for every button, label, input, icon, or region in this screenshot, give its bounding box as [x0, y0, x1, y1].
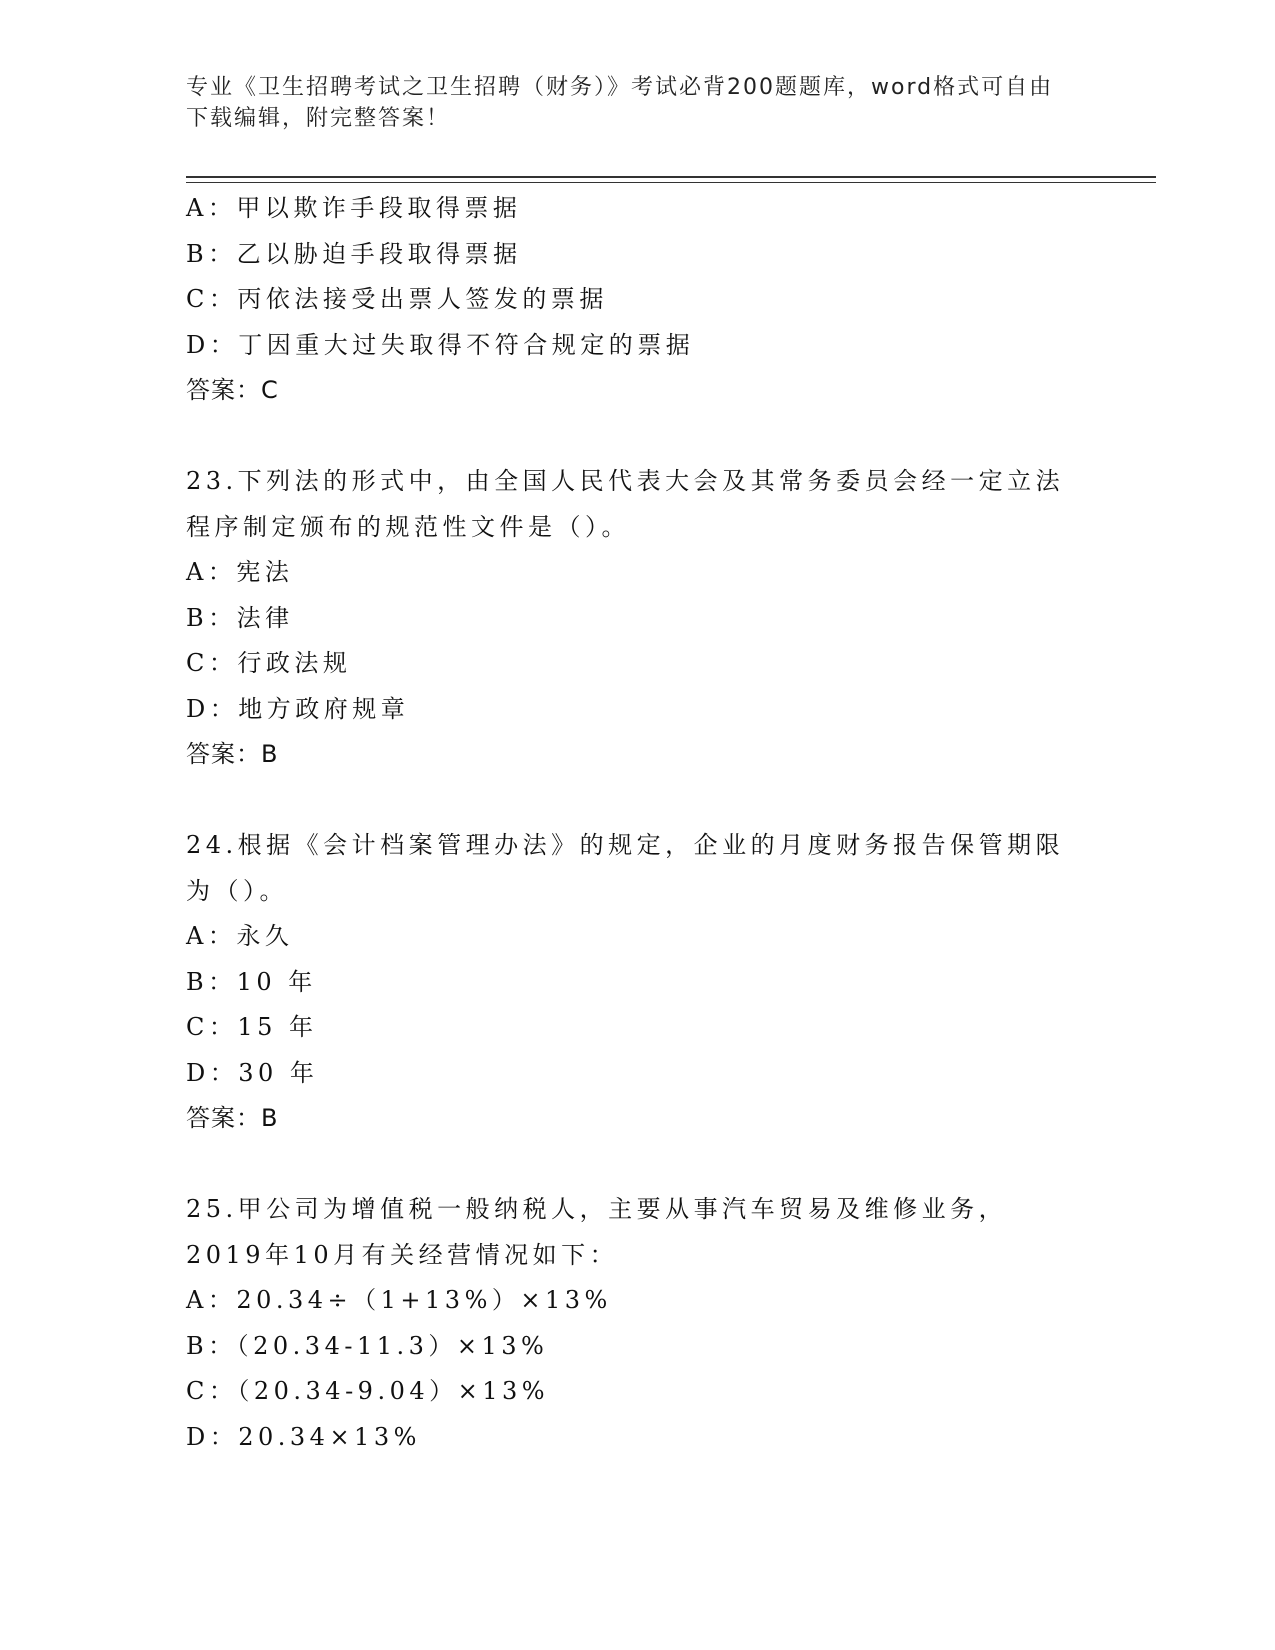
- option-c: C：行政法规: [186, 649, 352, 677]
- header-rule-thin: [186, 182, 1156, 183]
- option-d: D：20.34×13%: [186, 1422, 421, 1451]
- option-c: C：（20.34-9.04）×13%: [186, 1377, 550, 1405]
- question-content: [186, 186, 1086, 1460]
- option-c: C：15 年: [186, 1013, 318, 1041]
- answer: 答案：B: [186, 1104, 279, 1132]
- header-rule: [186, 176, 1156, 178]
- option-c: C：丙依法接受出票人签发的票据: [186, 285, 608, 313]
- question-stem: 25.甲公司为增值税一般纳税人，主要从事汽车贸易及维修业务，2019年10月有关经营情况如下：: [186, 1195, 1008, 1269]
- option-b: B：法律: [186, 603, 294, 632]
- answer: 答案：B: [186, 740, 279, 768]
- option-b: B：（20.34-11.3）×13%: [186, 1331, 549, 1360]
- option-a: A：永久: [186, 922, 294, 950]
- question-23: [186, 459, 1086, 778]
- option-b: B：10 年: [186, 967, 317, 996]
- document-header: 专业《卫生招聘考试之卫生招聘（财务）》考试必背200题题库，word格式可自由下载编辑，附完整答案！: [186, 75, 1054, 131]
- option-d: D：丁因重大过失取得不符合规定的票据: [186, 330, 695, 359]
- question-stem: 23.下列法的形式中，由全国人民代表大会及其常务委员会经一定立法程序制定颁布的规范性文件是（）。: [186, 467, 1065, 541]
- option-d: D：地方政府规章: [186, 694, 410, 723]
- question-block-continued: [186, 186, 1086, 414]
- answer: 答案：C: [186, 376, 279, 404]
- question-25: [186, 1187, 1086, 1460]
- question-stem: 24.根据《会计档案管理办法》的规定，企业的月度财务报告保管期限为（）。: [186, 831, 1065, 905]
- question-24: [186, 823, 1086, 1142]
- option-a: A：20.34÷（1+13%）×13%: [186, 1286, 612, 1314]
- option-a: A：甲以欺诈手段取得票据: [186, 194, 522, 222]
- option-a: A：宪法: [186, 558, 294, 586]
- option-b: B：乙以胁迫手段取得票据: [186, 239, 522, 268]
- option-d: D：30 年: [186, 1058, 319, 1087]
